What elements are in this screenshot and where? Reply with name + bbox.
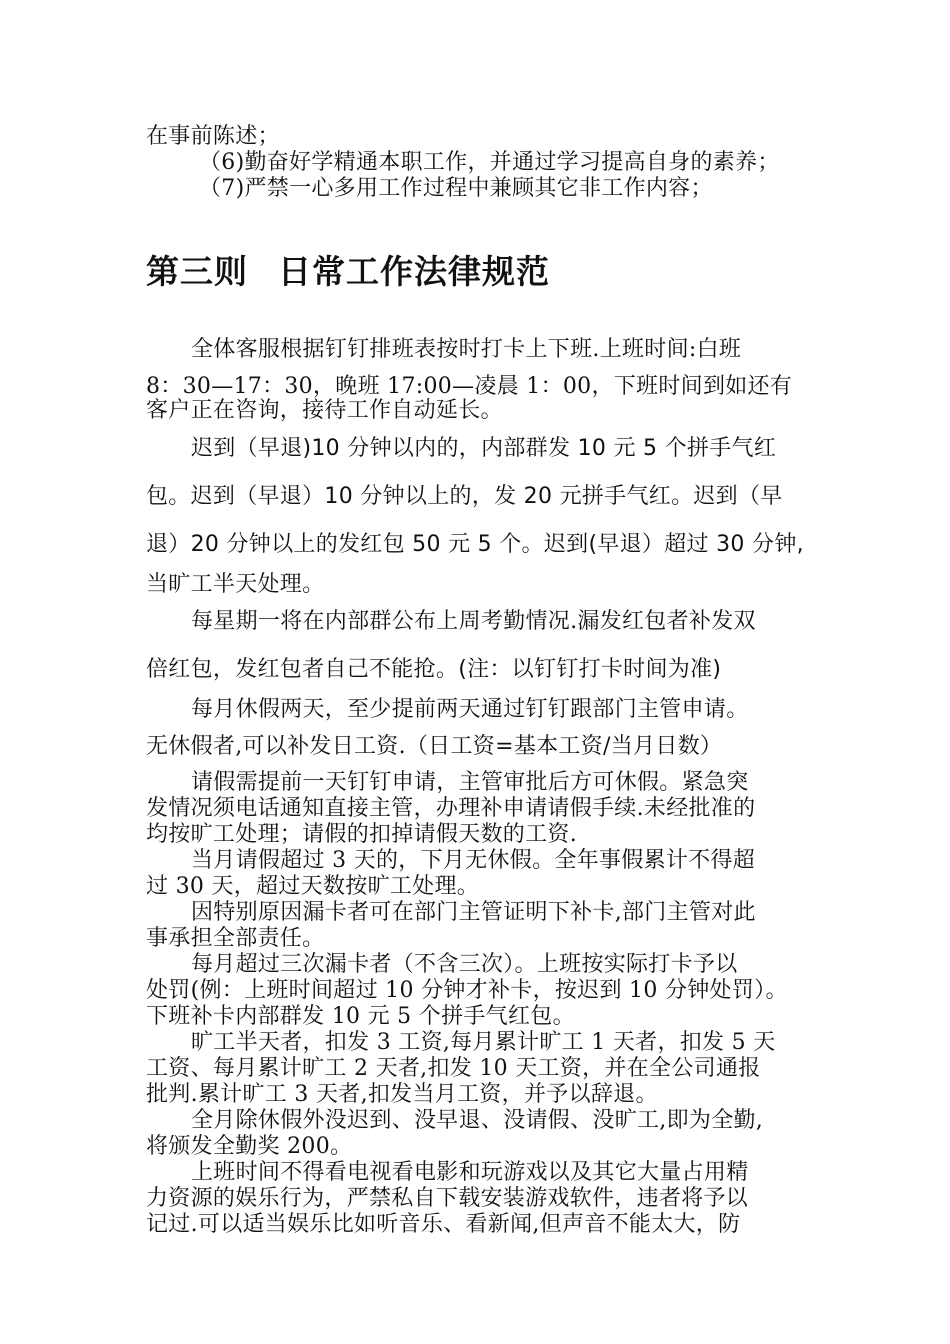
body-line: 发情况须电话通知直接主管，办理补申请请假手续.未经批准的 [146, 796, 756, 821]
body-line: 每月休假两天，至少提前两天通过钉钉跟部门主管申请。 [191, 697, 749, 722]
body-line: 迟到（早退)10 分钟以内的，内部群发 10 元 5 个拼手气红 [191, 436, 777, 461]
body-line: 每月超过三次漏卡者（不含三次）。上班按实际打卡予以 [191, 952, 738, 977]
body-line: 当旷工半天处理。 [146, 572, 325, 597]
body-line: 均按旷工处理；请假的扣掉请假天数的工资. [146, 822, 577, 847]
body-line: 过 30 天，超过天数按旷工处理。 [146, 874, 480, 899]
body-line: 因特别原因漏卡者可在部门主管证明下补卡,部门主管对此 [191, 900, 756, 925]
body-line: 请假需提前一天钉钉申请，主管审批后方可休假。紧急突 [191, 770, 749, 795]
intro-line-2: （6)勤奋好学精通本职工作，并通过学习提高自身的素养； [199, 150, 780, 175]
section-number: 第三则 [146, 252, 248, 291]
body-line: 包。迟到（早退）10 分钟以上的，发 20 元拼手气红。迟到（早 [146, 484, 783, 509]
body-line: 下班补卡内部群发 10 元 5 个拼手气红包。 [146, 1004, 575, 1029]
body-line: 记过.可以适当娱乐比如听音乐、看新闻,但声音不能太大，防 [146, 1212, 741, 1237]
body-line: 工资、每月累计旷工 2 天者,扣发 10 天工资，并在全公司通报 [146, 1056, 761, 1081]
intro-line-1: 在事前陈述； [146, 124, 280, 149]
section-heading [146, 252, 550, 292]
body-line: 全月除休假外没迟到、没早退、没请假、没旷工,即为全勤, [191, 1108, 764, 1133]
body-line: 全体客服根据钉钉排班表按时打卡上下班.上班时间:白班 [191, 337, 742, 362]
body-line: 当月请假超过 3 天的，下月无休假。全年事假累计不得超 [191, 848, 756, 873]
body-line: 事承担全部责任。 [146, 926, 325, 951]
body-line: 退）20 分钟以上的发红包 50 元 5 个。迟到(早退）超过 30 分钟, [146, 532, 804, 557]
body-line: 客户正在咨询，接待工作自动延长。 [146, 398, 503, 423]
body-line: 8：30—17：30，晚班 17:00—凌晨 1：00，下班时间到如还有 [146, 374, 793, 399]
body-line: 批判.累计旷工 3 天者,扣发当月工资，并予以辞退。 [146, 1082, 658, 1107]
intro-line-3: （7)严禁一心多用工作过程中兼顾其它非工作内容； [199, 176, 713, 201]
body-line: 每星期一将在内部群公布上周考勤情况.漏发红包者补发双 [191, 609, 756, 634]
body-line: 处罚(例：上班时间超过 10 分钟才补卡，按迟到 10 分钟处罚）。 [146, 978, 788, 1003]
body-line: 无休假者,可以补发日工资.（日工资=基本工资/当月日数） [146, 734, 723, 759]
body-line: 上班时间不得看电视看电影和玩游戏以及其它大量占用精 [191, 1160, 749, 1185]
body-line: 将颁发全勤奖 200。 [146, 1134, 353, 1159]
section-title: 日常工作法律规范 [278, 252, 550, 291]
body-line: 倍红包，发红包者自己不能抢。(注：以钉钉打卡时间为准) [146, 657, 722, 682]
body-line: 旷工半天者，扣发 3 工资,每月累计旷工 1 天者，扣发 5 天 [191, 1030, 776, 1055]
body-line: 力资源的娱乐行为，严禁私自下载安装游戏软件，违者将予以 [146, 1186, 749, 1211]
